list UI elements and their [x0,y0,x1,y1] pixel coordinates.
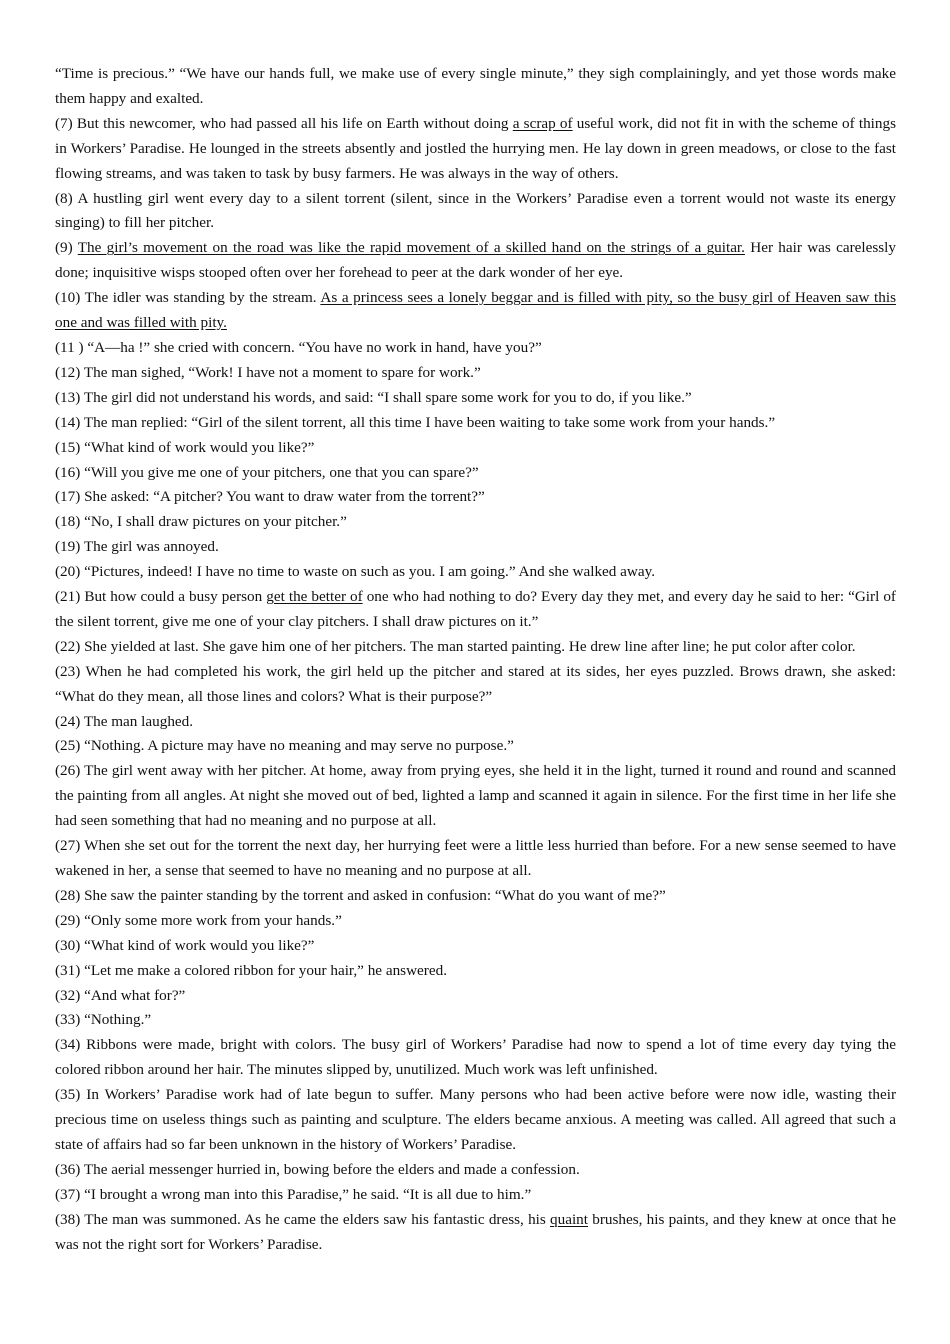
text-run: (10) The idler was standing by the stream. [55,289,321,307]
text-run: (13) The girl did not understand his words, and said: “I shall spare some work for you to do, if you like.” [55,388,692,406]
paragraph [55,1183,896,1208]
paragraph [55,585,896,635]
paragraph [55,909,896,934]
paragraph [55,710,896,735]
paragraph [55,62,896,112]
text-run: (15) “What kind of work would you like?” [55,438,315,456]
text-run: (7) But this newcomer, who had passed all his life on Earth without doing [55,114,513,132]
text-run: “Time is precious.” “We have our hands full, we make use of every single minute,” they sigh complainingly, and yet those words make them happy and exalted. [55,65,896,107]
paragraph [55,112,896,187]
text-run: (14) The man replied: “Girl of the silent torrent, all this time I have been waiting to take some work from your hands.” [55,413,776,431]
paragraph [55,187,896,237]
text-run: useful work, did not fit in with the scheme of things in Workers’ Paradise. He lounged in the streets absently and jostled the hurrying men. He lay down in green meadows, or close to the fast flowing streams, and was taken to task by busy farmers. He was always in the way of others. [55,114,897,182]
paragraph [55,535,896,560]
text-run: (16) “Will you give me one of your pitchers, one that you can spare?” [55,463,479,481]
paragraph [55,635,896,660]
text-run: (38) The man was summoned. As he came the elders saw his fantastic dress, his [55,1210,551,1228]
underlined-phrase: As a princess sees a lonely beggar and is filled with pity, so the busy girl of Heaven saw this one and was filled with pity. [55,289,896,332]
paragraph [55,660,896,710]
paragraph [55,510,896,535]
paragraph [55,411,896,436]
text-run: (32) “And what for?” [55,986,186,1004]
text-run: (22) She yielded at last. She gave him one of her pitchers. The man started painting. He drew line after line; he put color after color. [55,637,856,655]
paragraph [55,236,896,286]
text-run: (9) [55,239,78,257]
text-run: Her hair was carelessly done; inquisitive wisps stooped often over her forehead to peer at the dark wonder of her eye. [55,239,896,282]
text-run: (28) She saw the painter standing by the torrent and asked in confusion: “What do you want of me?” [55,886,666,904]
text-run: (30) “What kind of work would you like?” [55,936,315,954]
underlined-phrase: quaint [550,1210,588,1228]
text-run: (20) “Pictures, indeed! I have no time to waste on such as you. I am going.” And she walked away. [55,563,656,581]
text-run: one who had nothing to do? Every day they met, and every day he said to her: “Girl of the silent torrent, give me one of your clay pitchers. I shall draw pictures on it.” [55,588,896,630]
paragraph [55,361,896,386]
paragraph [55,884,896,909]
text-run: (35) In Workers’ Paradise work had of late begun to suffer. Many persons who had been active before were now idle, wasting their precious time on useless things such as painting and sculpture. The elders became anxious. A meeting was called. All agreed that such a state of affairs had so far been unknown in the history of Workers’ Paradise. [55,1086,896,1153]
paragraph [55,485,896,510]
text-run: (18) “No, I shall draw pictures on your pitcher.” [55,513,347,531]
text-run: (29) “Only some more work from your hands.” [55,911,342,929]
paragraph [55,336,896,361]
text-run: (23) When he had completed his work, the girl held up the pitcher and stared at its sides, her eyes puzzled. Brows drawn, she asked: “What do they mean, all those lines and colors? What is their purpose?” [55,662,896,705]
text-run: (24) The man laughed. [55,712,194,730]
paragraph [55,436,896,461]
paragraph [55,560,896,585]
text-run: (31) “Let me make a colored ribbon for your hair,” he answered. [55,961,447,979]
paragraph [55,461,896,486]
text-run: (17) She asked: “A pitcher? You want to draw water from the torrent?” [55,488,485,506]
text-run: brushes, his paints, and they knew at once that he was not the right sort for Workers’ Paradise. [55,1210,896,1253]
document-page [55,62,896,1258]
paragraph [55,1158,896,1183]
text-run: (36) The aerial messenger hurried in, bowing before the elders and made a confession. [55,1160,580,1178]
text-run: (33) “Nothing.” [55,1011,152,1029]
paragraph [55,834,896,884]
paragraph [55,386,896,411]
text-run: (26) The girl went away with her pitcher. At home, away from prying eyes, she held it in the light, turned it round and round and scanned the painting from all angles. At night she moved out of bed, lighted a lamp and scanned it again in silence. For the first time in her life she had seen something that had no meaning and no purpose at all. [55,762,896,830]
text-run: (8) A hustling girl went every day to a silent torrent (silent, since in the Workers’ Paradise even a torrent would not waste its energy singing) to fill her pitcher. [55,189,896,232]
text-run: (11 ) “A—ha !” she cried with concern. “You have no work in hand, have you?” [55,338,542,356]
text-run: (21) But how could a busy person [55,588,267,606]
text-run: (12) The man sighed, “Work! I have not a moment to spare for work.” [55,363,481,381]
text-run: (19) The girl was annoyed. [55,538,219,556]
text-run: (25) “Nothing. A picture may have no meaning and may serve no purpose.” [55,737,514,755]
paragraph [55,286,896,336]
paragraph [55,1083,896,1158]
paragraph [55,1033,896,1083]
paragraph [55,959,896,984]
paragraph [55,984,896,1009]
paragraph [55,934,896,959]
paragraph [55,1008,896,1033]
text-run: (37) “I brought a wrong man into this Paradise,” he said. “It is all due to him.” [55,1185,532,1203]
paragraph [55,1208,896,1258]
paragraph [55,734,896,759]
underlined-phrase: a scrap of [512,114,573,132]
paragraph [55,759,896,834]
text-run: (34) Ribbons were made, bright with colors. The busy girl of Workers’ Paradise had now to spend a lot of time every day tying the colored ribbon around her hair. The minutes slipped by, unutilized. Much work was left unfinished. [55,1036,896,1079]
underlined-phrase: The girl’s movement on the road was like the rapid movement of a skilled hand on the strings of a guitar. [77,239,745,257]
text-run: (27) When she set out for the torrent the next day, her hurrying feet were a little less hurried than before. For a new sense seemed to have wakened in her, a sense that seemed to have no meaning and no purpose at all. [55,837,896,879]
underlined-phrase: get the better of [266,588,363,606]
